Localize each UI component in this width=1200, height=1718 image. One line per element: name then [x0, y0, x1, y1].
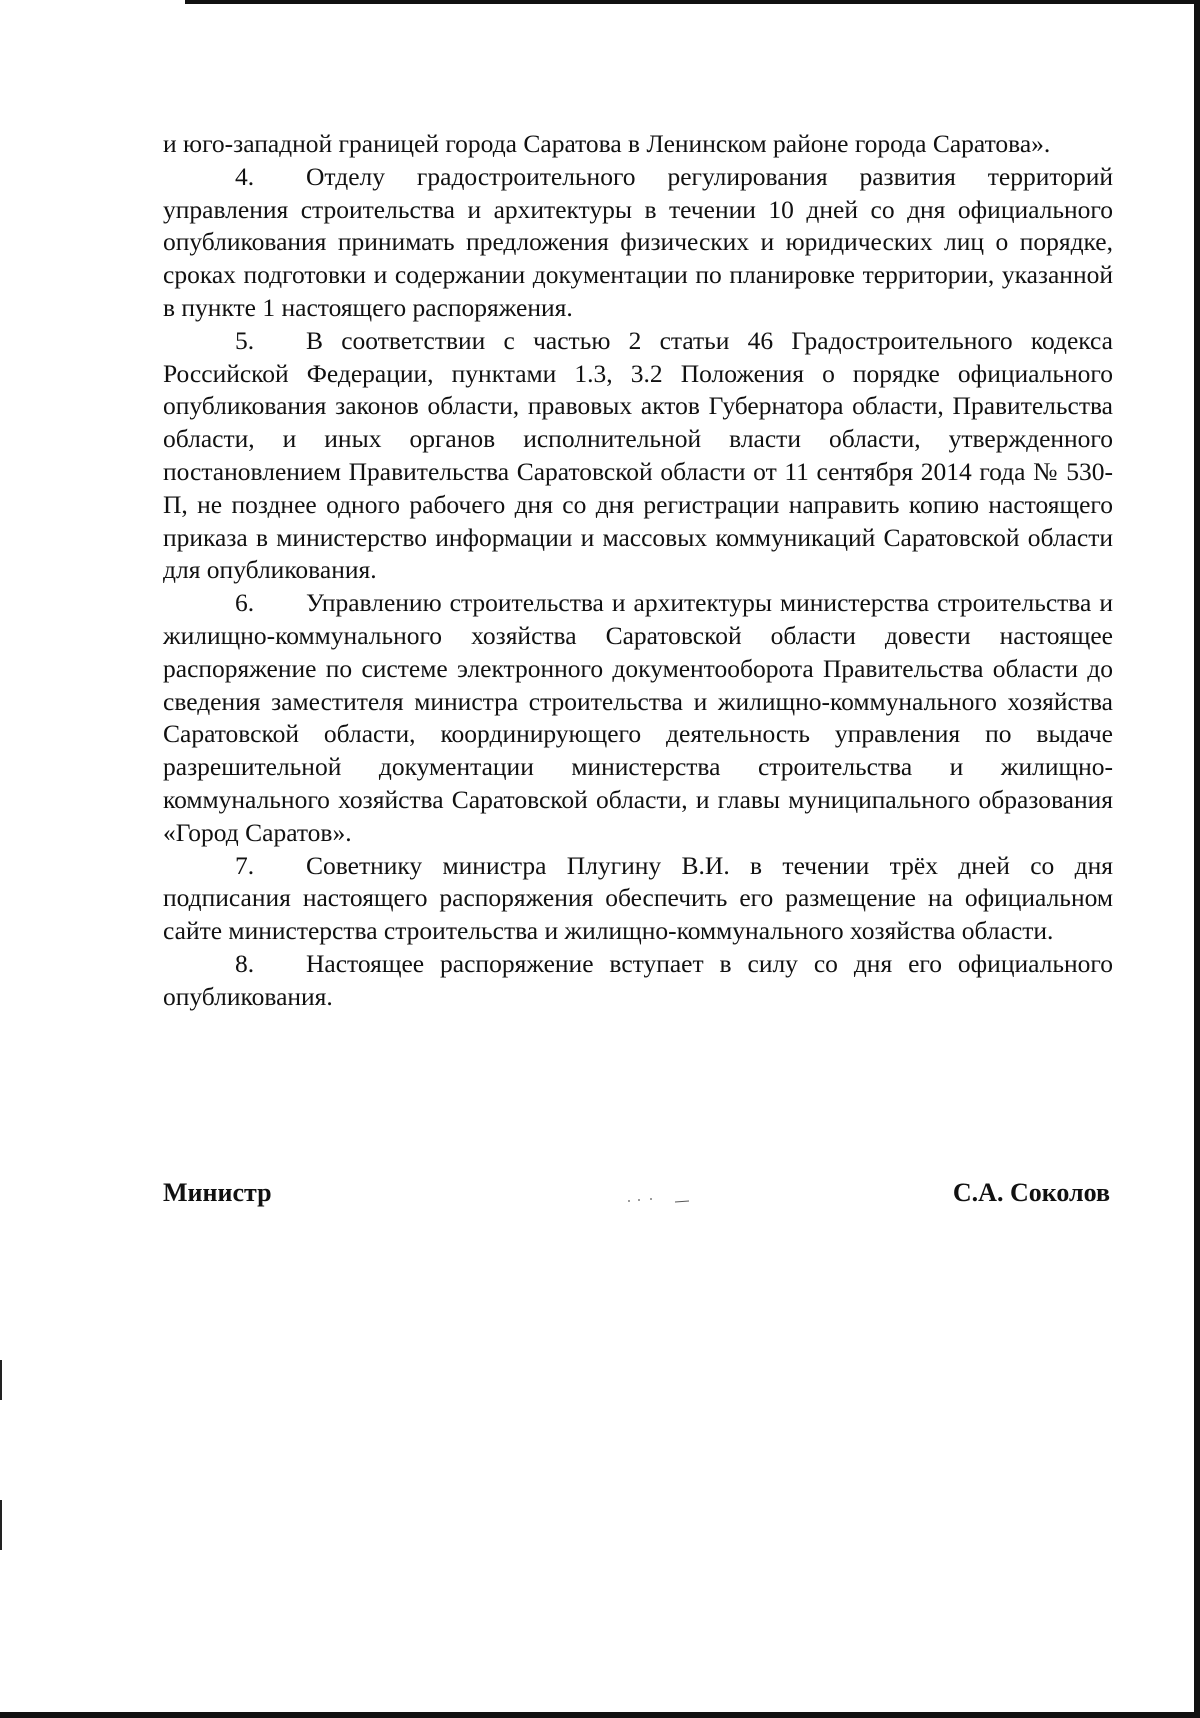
scan-border-top [185, 0, 1200, 4]
paragraph-text: Отделу градостроительного регулирования развития территорий управления строительства и архитектуры в течении 10 дней со дня официального опубликования принимать предложения физических и юридических лиц о порядке, сроках подготовки и содержании документации по планировке территории, указанной в пункте 1 настоящего распоряжения. [163, 161, 1113, 322]
scan-border-left [0, 1500, 2, 1550]
document-body [163, 128, 1113, 1014]
paragraph-text: Советнику министра Плугину В.И. в течении трёх дней со дня подписания настоящего распоряжения обеспечить его размещение на официальном сайте министерства строительства и жилищно-коммунального хозяйства области. [163, 850, 1113, 946]
scan-border-bottom [0, 1712, 1200, 1718]
signatory-position: Министр [163, 1178, 272, 1207]
paragraph-text: Управлению строительства и архитектуры министерства строительства и жилищно-коммунального хозяйства Саратовской области довести настоящее распоряжение по системе электронного документооборота Правительства области до сведения заместителя министра строительства и жилищно-коммунального хозяйства Саратовской области, координирующего деятельность управления по выдаче разрешительной документации министерства строительства и жилищно-коммунального хозяйства Саратовской области, и главы муниципального образования «Город Саратов». [163, 588, 1113, 847]
signature-block [163, 1178, 1110, 1218]
paragraph-number: 4. [235, 161, 255, 191]
paragraph-text: и юго-западной границей города Саратова в Ленинском районе города Саратова». [163, 129, 1051, 158]
paragraph-number: 5. [235, 325, 255, 355]
paragraph-item-8 [163, 948, 1113, 1014]
signatory-name: С.А. Соколов [952, 1178, 1110, 1207]
paragraph-item-4 [163, 161, 1113, 325]
paragraph-item-7 [163, 850, 1113, 948]
paragraph-item-6 [163, 587, 1113, 849]
paragraph-continuation [163, 128, 1113, 161]
paragraph-number: 6. [235, 588, 255, 618]
signature-mark [623, 1196, 693, 1204]
paragraph-number: 8. [235, 948, 255, 978]
paragraph-text: Настоящее распоряжение вступает в силу со дня его официального опубликования. [163, 948, 1113, 1011]
paragraph-number: 7. [235, 850, 255, 880]
scan-border-left [0, 1360, 2, 1400]
paragraph-text: В соответствии с частью 2 статьи 46 Градостроительного кодекса Российской Федерации, пунктами 1.3, 3.2 Положения о порядке официального опубликования законов области, правовых актов Губернатора области, Правительства области, и иных органов исполнительной власти области, утвержденного постановлением Правительства Саратовской области от 11 сентября 2014 года № 530-П, не позднее одного рабочего дня со дня регистрации направить копию настоящего приказа в министерство информации и массовых коммуникаций Саратовской области для опубликования. [163, 325, 1113, 585]
paragraph-item-5 [163, 325, 1113, 587]
scan-border-right [1194, 0, 1200, 1718]
